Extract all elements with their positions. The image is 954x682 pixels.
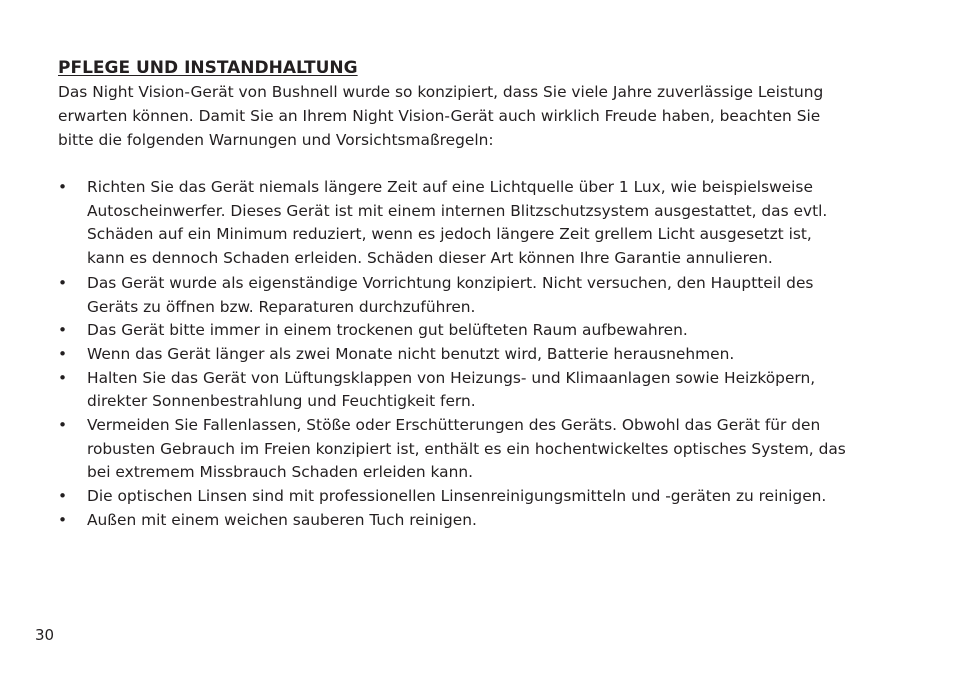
- list-item-line: Außen mit einem weichen sauberen Tuch reinigen.: [87, 510, 477, 529]
- list-item-line: Vermeiden Sie Fallenlassen, Stöße oder Erschütterungen des Geräts. Obwohl das Gerät für den: [87, 416, 821, 435]
- list-item: [58, 272, 918, 319]
- list-item-line: Das Gerät wurde als eigenständige Vorrichtung konzipiert. Nicht versuchen, den Hauptteil des: [87, 273, 814, 292]
- bullet-icon: •: [58, 273, 68, 292]
- list-item-line: kann es dennoch Schaden erleiden. Schäden dieser Art können Ihre Garantie annulieren.: [87, 249, 773, 268]
- bullet-icon: •: [58, 368, 68, 387]
- list-item-line: Wenn das Gerät länger als zwei Monate nicht benutzt wird, Batterie herausnehmen.: [87, 344, 735, 363]
- intro-line: Das Night Vision-Gerät von Bushnell wurde so konzipiert, dass Sie viele Jahre zuverlässige Leistung: [58, 83, 824, 101]
- page-number: 30: [35, 626, 55, 644]
- bullet-icon: •: [58, 487, 68, 506]
- intro-paragraph: [58, 80, 918, 152]
- list-item: [58, 367, 918, 414]
- intro-line: bitte die folgenden Warnungen und Vorsichtsmaßregeln:: [58, 131, 494, 149]
- bullet-icon: •: [58, 344, 68, 363]
- list-item-line: Die optischen Linsen sind mit professionellen Linsenreinigungsmitteln und -geräten zu reinigen.: [87, 487, 827, 506]
- section-heading: PFLEGE UND INSTANDHALTUNG: [58, 58, 358, 78]
- care-instructions-list: [58, 176, 918, 533]
- list-item-line: Richten Sie das Gerät niemals längere Zeit auf eine Lichtquelle über 1 Lux, wie beispielsweise: [87, 178, 813, 196]
- list-item-line: bei extremem Missbrauch Schaden erleiden kann.: [87, 463, 474, 482]
- list-item-line: robusten Gebrauch im Freien konzipiert ist, enthält es ein hochentwickeltes optisches System, das: [87, 439, 846, 458]
- list-item: [58, 414, 918, 485]
- bullet-icon: •: [58, 510, 68, 529]
- list-item-line: Geräts zu öffnen bzw. Reparaturen durchzuführen.: [87, 297, 476, 316]
- list-item: [58, 485, 918, 509]
- page-content: [58, 56, 918, 529]
- list-item-line: Das Gerät bitte immer in einem trockenen gut belüfteten Raum aufbewahren.: [87, 321, 688, 340]
- list-item-line: Schäden auf ein Minimum reduziert, wenn es jedoch längere Zeit grellem Licht ausgesetzt ist,: [87, 225, 812, 244]
- list-item: [58, 343, 918, 367]
- list-item-line: direkter Sonnenbestrahlung und Feuchtigkeit fern.: [87, 392, 476, 411]
- list-item: [58, 319, 918, 343]
- list-item-line: Autoscheinwerfer. Dieses Gerät ist mit einem internen Blitzschutzsystem ausgestattet, das evtl.: [87, 201, 828, 220]
- bullet-icon: •: [58, 321, 68, 340]
- list-item: [58, 176, 918, 271]
- intro-line: erwarten können. Damit Sie an Ihrem Night Vision-Gerät auch wirklich Freude haben, beachten Sie: [58, 107, 821, 125]
- list-item-line: Halten Sie das Gerät von Lüftungsklappen von Heizungs- und Klimaanlagen sowie Heizköpern,: [87, 368, 816, 387]
- list-item: [58, 509, 918, 533]
- bullet-icon: •: [58, 178, 68, 196]
- bullet-icon: •: [58, 416, 68, 435]
